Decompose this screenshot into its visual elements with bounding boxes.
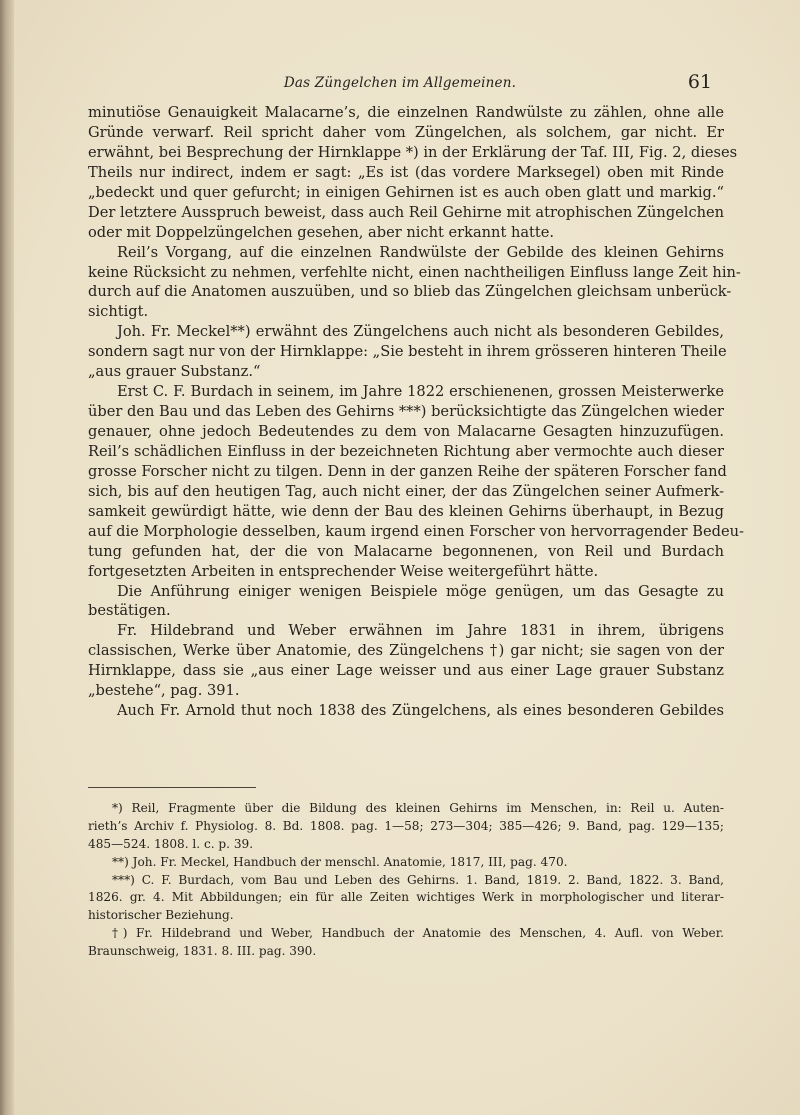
footnote-line: Braunschweig, 1831. 8. III. pag. 390.	[88, 944, 317, 959]
footnote-line: historischer Beziehung.	[88, 908, 234, 923]
footnote-line: †) Fr. Hildebrand und Weber, Handbuch der Anatomie des Menschen, 4. Aufl. von Weber.	[112, 926, 724, 941]
text-line: sondern sagt nur von der Hirnklappe: „Sie besteht in ihrem grösseren hinteren Theile	[88, 343, 727, 361]
page-number: 61	[687, 71, 712, 93]
text-line: grosse Forscher nicht zu tilgen. Denn in der ganzen Reihe der späteren Forscher fand	[88, 462, 727, 480]
text-line: Erst C. F. Burdach in seinem, im Jahre 1822 erschienenen, grossen Meisterwerke	[117, 383, 724, 401]
text-line: Reil’s Vorgang, auf die einzelnen Randwülste der Gebilde des kleinen Gehirns	[117, 243, 724, 261]
text-line: Fr. Hildebrand und Weber erwähnen im Jahre 1831 in ihrem, übrigens	[117, 622, 724, 640]
text-line: „aus grauer Substanz.“	[88, 363, 261, 381]
text-line: erwähnt, bei Besprechung der Hirnklappe *) in der Erklärung der Taf. III, Fig. 2, dieses	[88, 143, 738, 161]
footnote-line: ***) C. F. Burdach, vom Bau und Leben des Gehirns. 1. Band, 1819. 2. Band, 1822. 3. Band,	[112, 872, 724, 887]
text-line: Die Anführung einiger wenigen Beispiele möge genügen, um das Gesagte zu	[117, 582, 724, 600]
text-line: minutiöse Genauigkeit Malacarne’s, die einzelnen Randwülste zu zählen, ohne alle	[88, 104, 724, 121]
text-line: sichtigt.	[88, 303, 149, 321]
text-line: „bestehe“, pag. 391.	[88, 682, 240, 700]
text-line: durch auf die Anatomen auszuüben, und so blieb das Züngelchen gleichsam unberück-	[88, 283, 732, 301]
text-line: genauer, ohne jedoch Bedeutendes zu dem von Malacarne Gesagten hinzuzufügen.	[88, 423, 724, 440]
text-line: bestätigen.	[88, 602, 171, 620]
text-line: Der letztere Ausspruch beweist, dass auch Reil Gehirne mit atrophischen Züngelchen	[88, 203, 725, 221]
text-line: Reil’s schädlichen Einfluss in der bezeichneten Richtung aber vermochte auch dieser	[88, 442, 724, 460]
text-line: sich, bis auf den heutigen Tag, auch nicht einer, der das Züngelchen seiner Aufmerk-	[88, 482, 724, 500]
text-line: „bedeckt und quer gefurcht; in einigen Gehirnen ist es auch oben glatt und markig.“	[88, 183, 724, 201]
text-line: auf die Morphologie desselben, kaum irgend einen Forscher von hervorragender Bedeu-	[88, 522, 744, 540]
text-line: samkeit gewürdigt hätte, wie denn der Bau des kleinen Gehirns überhaupt, in Bezug	[88, 502, 724, 520]
text-line: keine Rücksicht zu nehmen, verfehlte nicht, einen nachtheiligen Einfluss lange Zeit hin-	[88, 263, 741, 281]
footnote-line: **) Joh. Fr. Meckel, Handbuch der menschl. Anatomie, 1817, III, pag. 470.	[112, 854, 568, 869]
text-line: oder mit Doppelzüngelchen gesehen, aber nicht erkannt hatte.	[88, 223, 555, 241]
page-header	[88, 71, 712, 97]
text-line: Gründe verwarf. Reil spricht daher vom Züngelchen, als solchem, gar nicht. Er	[88, 123, 724, 141]
footnote-separator	[88, 787, 256, 788]
text-line: Auch Fr. Arnold thut noch 1838 des Züngelchens, als eines besonderen Gebildes	[117, 702, 724, 720]
text-line: Hirnklappe, dass sie „aus einer Lage weisser und aus einer Lage grauer Substanz	[88, 662, 724, 680]
running-title: Das Züngelchen im Allgemeinen.	[283, 75, 517, 91]
footnote-line: 485—524. 1808. l. c. p. 39.	[88, 836, 254, 851]
text-line: Theils nur indirect, indem er sagt: „Es ist (das vordere Marksegel) oben mit Rinde	[88, 163, 724, 181]
text-line: tung gefunden hat, der die von Malacarne begonnenen, von Reil und Burdach	[88, 542, 724, 560]
footnote-line: 1826. gr. 4. Mit Abbildungen; ein für alle Zeiten wichtiges Werk in morphologischer und literar-	[88, 890, 724, 905]
text-line: fortgesetzten Arbeiten in entsprechender Weise weitergeführt hätte.	[88, 562, 599, 580]
text-line: Joh. Fr. Meckel**) erwähnt des Züngelchens auch nicht als besonderen Gebildes,	[117, 323, 724, 341]
footnote-line: rieth’s Archiv f. Physiolog. 8. Bd. 1808. pag. 1—58; 273—304; 385—426; 9. Band, pag. 129—135;	[88, 818, 724, 833]
body-text	[88, 103, 744, 721]
text-line: classischen, Werke über Anatomie, des Züngelchens †) gar nicht; sie sagen von der	[88, 642, 724, 660]
page-binding-edge	[0, 0, 14, 1115]
footnote-line: *) Reil, Fragmente über die Bildung des kleinen Gehirns im Menschen, in: Reil u. Auten-	[112, 801, 724, 815]
footnotes	[88, 800, 724, 961]
text-line: über den Bau und das Leben des Gehirns ***) berücksichtigte das Züngelchen wieder	[88, 403, 724, 421]
